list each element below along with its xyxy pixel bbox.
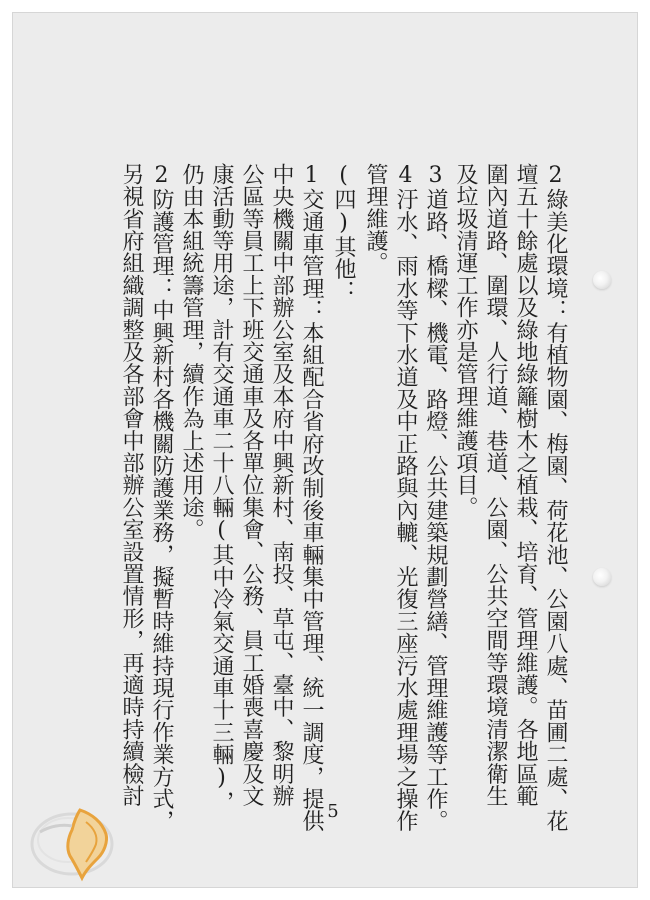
text-column-5: 3道路、橋樑、機電、路燈、公共建築規劃營繕、管理維護等工作。 bbox=[423, 163, 448, 832]
text-column-13: 仍由本組統籌管理，續作為上述用途。 bbox=[179, 163, 204, 541]
document-page bbox=[12, 12, 638, 888]
text-column-12: 康活動等用途，計有交通車二十八輛(其中冷氣交通車十三輛)， bbox=[209, 163, 234, 813]
text-column-8: (四)其他： bbox=[331, 163, 356, 303]
text-column-15: 另視省府組織調整及各部會中部辦公室設置情形，再適時持續檢討 bbox=[119, 163, 144, 807]
text-column-2: 壇五十餘處以及綠地綠籬樹木之植栽、培育、管理維護。各地區範 bbox=[513, 163, 538, 807]
taiwan-archives-logo-icon bbox=[22, 792, 132, 882]
text-column-1: 2綠美化環境：有植物園、梅園、荷花池、公園八處、苗圃二處、花 bbox=[543, 163, 568, 832]
page-number: 5 bbox=[327, 801, 339, 822]
punch-hole-top bbox=[593, 271, 611, 289]
text-column-3: 圍內道路、圍環、人行道、巷道、公園、公共空間等環境清潔衛生 bbox=[483, 163, 508, 807]
text-column-4: 及垃圾清運工作亦是管理維護項目。 bbox=[453, 163, 478, 519]
text-column-11: 公區等員工上下班交通車及各單位集會、公務、員工婚喪喜慶及文 bbox=[239, 163, 264, 807]
text-column-6: 4汙水、雨水等下水道及中正路與內轆、光復三座污水處理場之操作 bbox=[393, 163, 418, 832]
text-column-14: 2防護管理：中興新村各機關防護業務，擬暫時維持現行作業方式， bbox=[149, 163, 174, 832]
text-column-9: 1交通車管理：本組配合省府改制後車輛集中管理、統一調度，提供 bbox=[299, 163, 324, 832]
punch-hole-bottom bbox=[593, 568, 611, 586]
text-column-10: 中央機關中部辦公室及本府中興新村、南投、草屯、臺中、黎明辦 bbox=[269, 163, 294, 807]
text-column-7: 管理維護。 bbox=[363, 163, 388, 274]
